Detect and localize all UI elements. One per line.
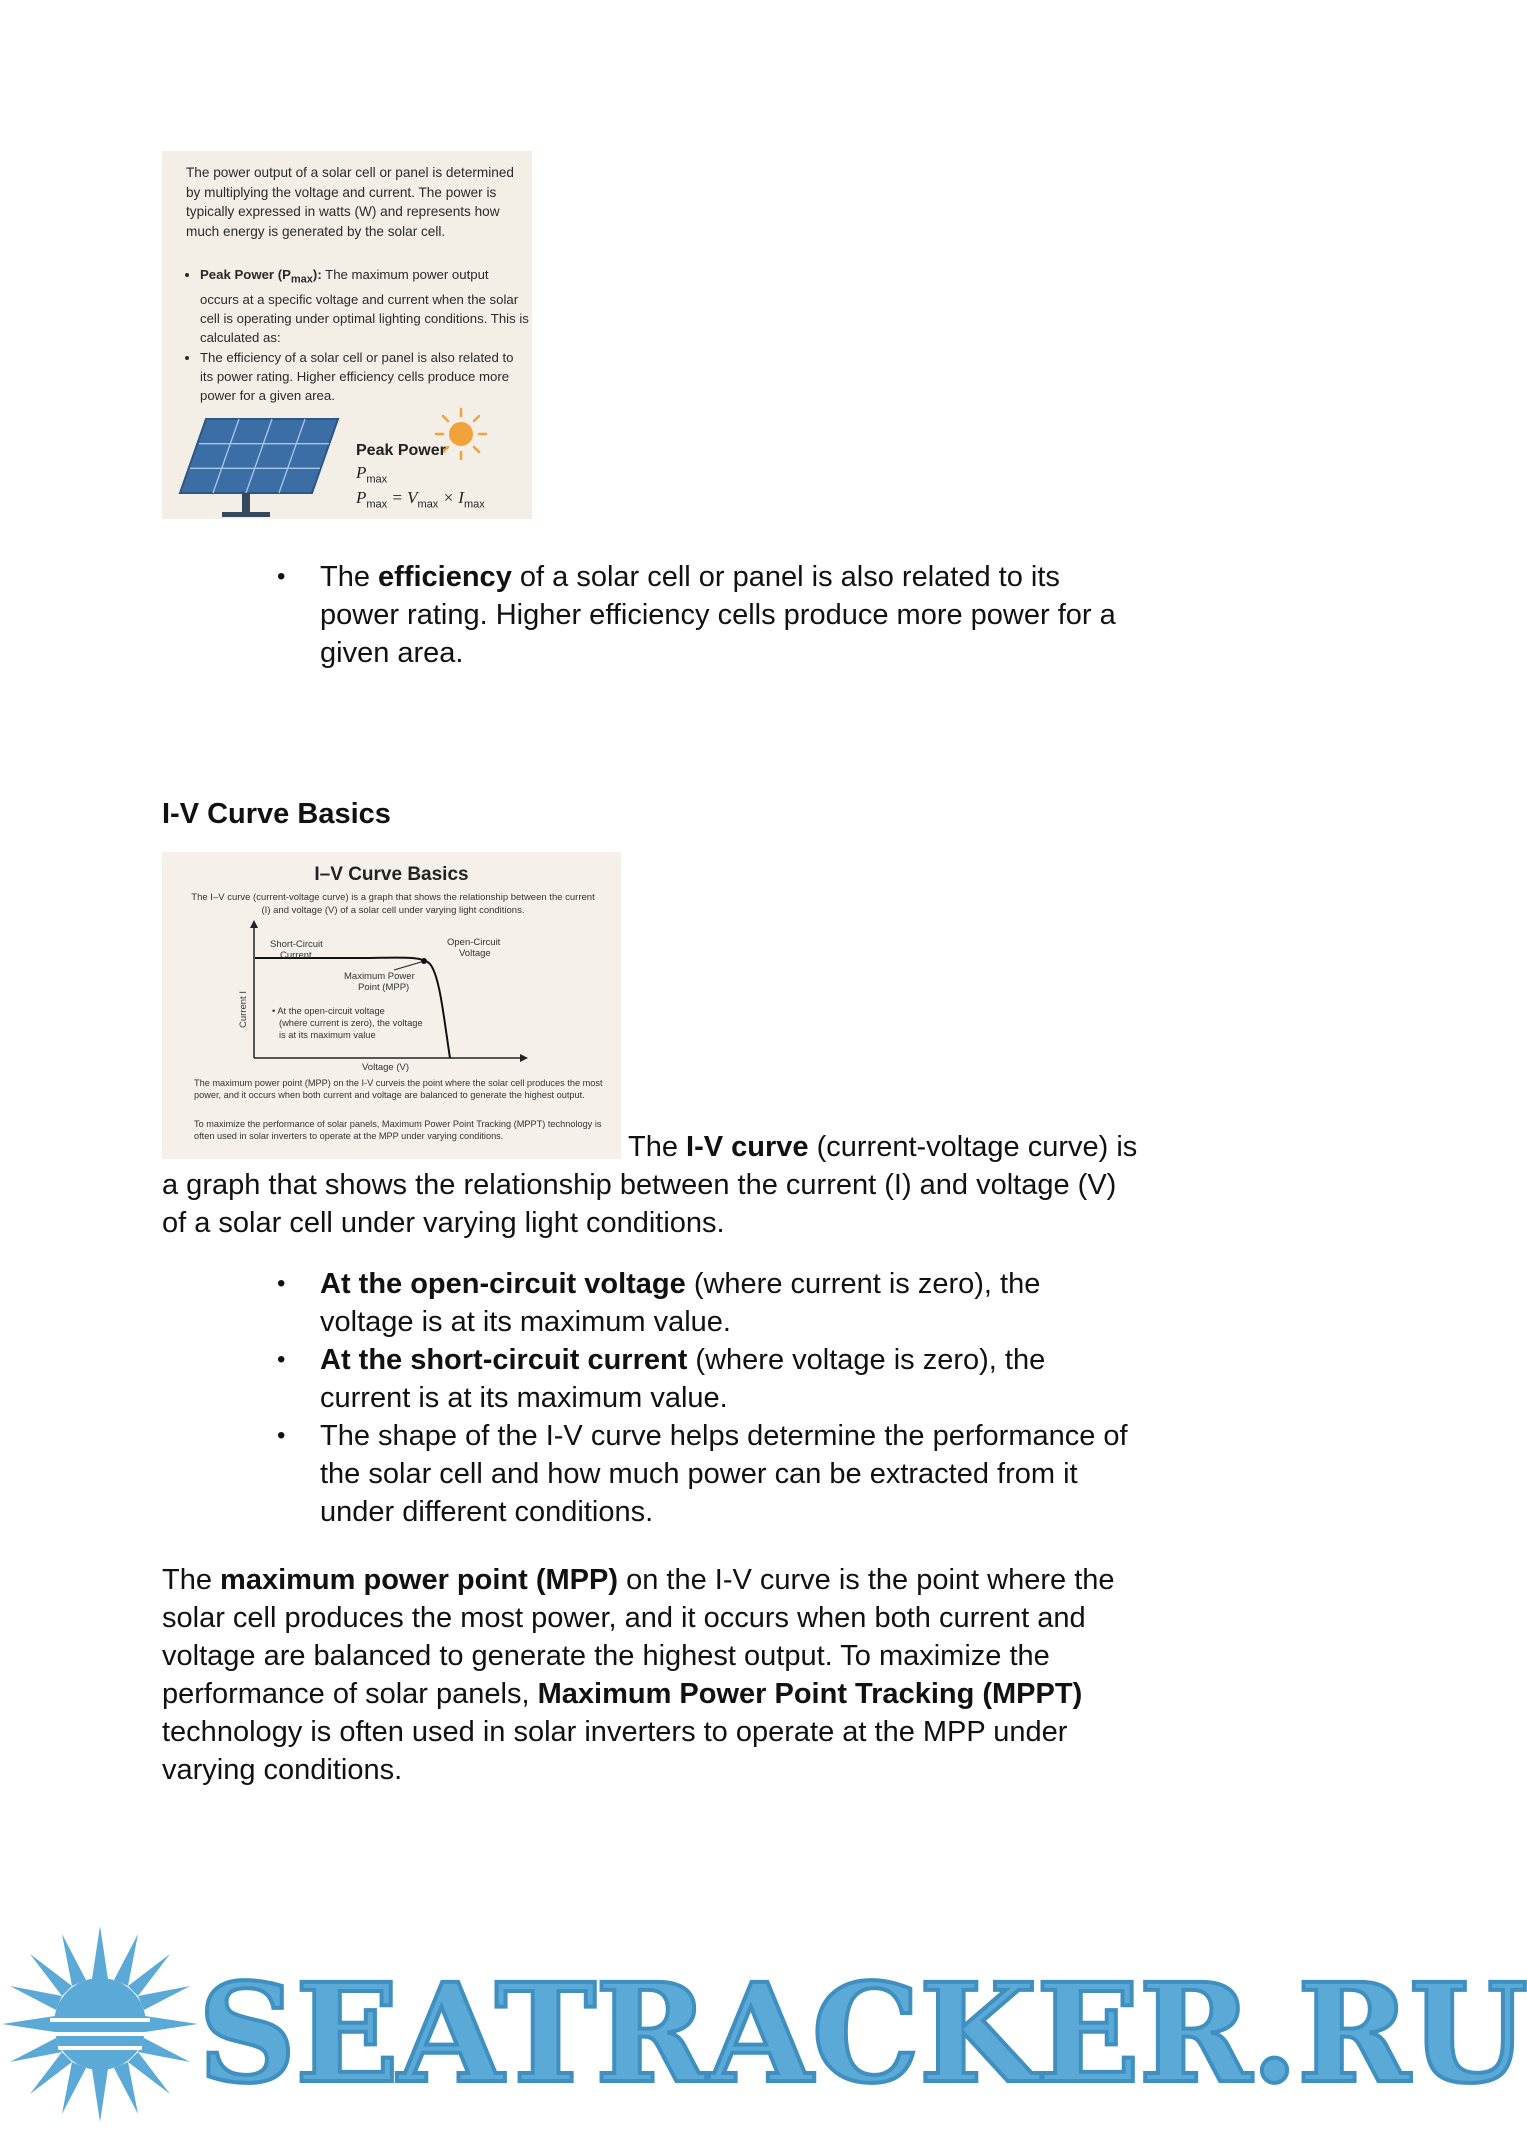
figure2-title: I–V Curve Basics: [314, 864, 469, 885]
iv-bullet-shape: • The shape of the I-V curve helps determine the performance of the solar cell and how much power can be extracted from it under different conditions.: [320, 1417, 1140, 1531]
efficiency-bullet-list: [320, 558, 1140, 672]
figure2-subtitle: The I–V curve (current-voltage curve) is a graph that shows the relationship between the current (I) and voltage (V) of a solar cell under varying light conditions.: [191, 892, 595, 916]
solar-power-figure: [162, 151, 532, 519]
label-short-circuit-2: Current: [280, 950, 312, 961]
mpp-marker: [421, 958, 427, 964]
mpp-paragraph: The maximum power point (MPP) on the I-V curve is the point where the solar cell produces the most power, and it occurs when both current and voltage are balanced to generate the highest output. To maximize the performance of solar panels, Maximum Power Point Tracking (MPPT) technology is often used in solar inverters to operate at the MPP under varying conditions.: [162, 1564, 1115, 1786]
figure-bullet-efficiency: • The efficiency of a solar cell or panel is also related to its power rating. Higher efficiency cells produce more power for a given area.: [200, 348, 530, 405]
note-line-3: is at its maximum value: [279, 1030, 376, 1040]
label-mpp-2: Point (MPP): [358, 982, 410, 993]
solar-panel-illustration: [162, 411, 352, 519]
label-open-circuit-2: Voltage: [459, 948, 491, 959]
figure-bullet-list-2: [186, 348, 530, 405]
label-short-circuit-1: Short-Circuit: [270, 939, 323, 950]
peak-power-formula: $P_{max} = V_{max} \times I_{max}$: [356, 488, 485, 511]
label-open-circuit-1: Open-Circuit: [447, 937, 501, 948]
note-line-1: • At the open-circuit voltage: [272, 1006, 385, 1016]
iv-curve-figure: [162, 852, 621, 1159]
watermark-text: SEATRACKER.RU: [198, 1954, 1527, 2114]
iv-bullet-open-circuit: • At the open-circuit voltage (where current is zero), the voltage is at its maximum value.: [320, 1265, 1140, 1341]
iv-intro-paragraph: The I-V curve (current-voltage curve) is a graph that shows the relationship between the current (I) and voltage (V) of a solar cell under varying light conditions.: [162, 1131, 1138, 1239]
iv-bullet-list: [320, 1265, 1140, 1531]
peak-power-label: Peak Power: [356, 442, 446, 459]
y-axis-label: Current I: [238, 991, 249, 1028]
figure-bullet-peak-power: • Peak Power $(P_{max})$: The maximum power output occurs at a specific voltage and current when the solar cell is operating under optimal lighting conditions. This is calculated as:: [200, 265, 530, 347]
iv-bullet-short-circuit: • At the short-circuit current (where voltage is zero), the current is at its maximum value.: [320, 1341, 1140, 1417]
section-heading: I-V Curve Basics: [162, 798, 391, 830]
figure2-footnote-1: The maximum power point (MPP) on the I-V curveis the point where the solar cell produces the most power, and it occurs when both current and voltage are balanced to generate the highest output.: [194, 1078, 603, 1100]
figure-bullet-list: [186, 265, 530, 347]
efficiency-bullet: • The efficiency of a solar cell or panel is also related to its power rating. Higher efficiency cells produce more power for a given area.: [320, 558, 1140, 672]
x-axis-label: Voltage (V): [362, 1062, 409, 1073]
figure-intro-text: The power output of a solar cell or panel is determined by multiplying the voltage and current. The power is typically expressed in watts (W) and represents how much energy is generated by the solar cell.: [186, 165, 514, 239]
note-line-2: (where current is zero), the voltage: [279, 1018, 423, 1028]
sun-logo-icon: [0, 1924, 200, 2124]
label-mpp-1: Maximum Power: [344, 971, 415, 982]
peak-power-symbol: $P_{max}$: [356, 463, 388, 486]
iv-curve-chart: [162, 920, 621, 1070]
figure2-footnote-2: To maximize the performance of solar panels, Maximum Power Point Tracking (MPPT) technology is often used in solar inverters to operate at the MPP under varying conditions.: [194, 1119, 602, 1141]
